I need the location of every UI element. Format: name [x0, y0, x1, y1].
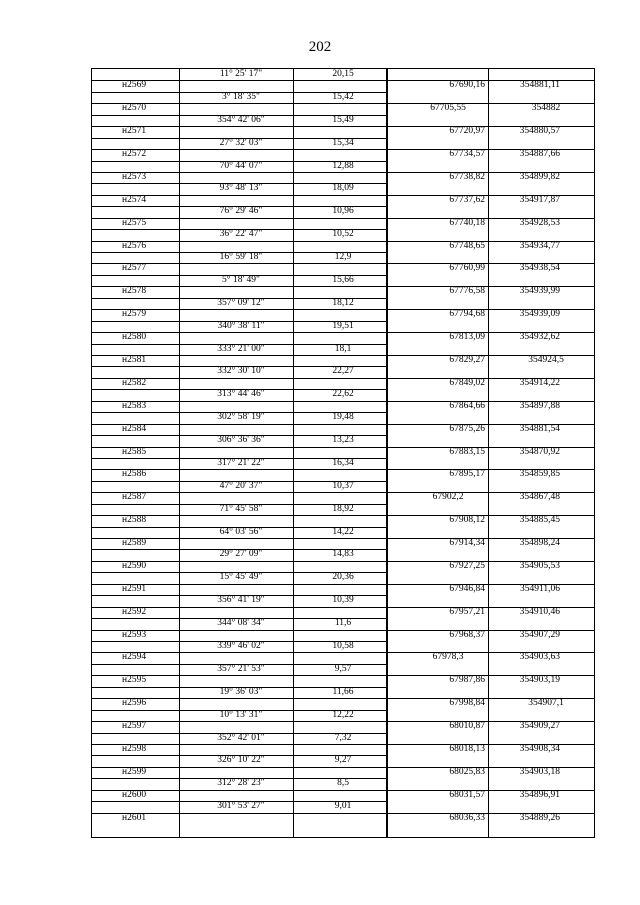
coordinate-x: 67957,21	[449, 606, 485, 617]
segment-row	[92, 344, 594, 355]
point-row	[92, 652, 594, 663]
point-row	[92, 126, 594, 137]
segment-row	[92, 321, 594, 332]
coordinate-y: 354870,92	[519, 446, 560, 457]
segment-row	[92, 435, 594, 446]
point-row	[92, 675, 594, 686]
point-name: н2595	[122, 675, 147, 686]
point-row	[92, 584, 594, 595]
segment-row	[92, 252, 594, 263]
coordinate-y: 354896,91	[519, 789, 560, 800]
point-name: н2581	[122, 355, 147, 365]
point-row	[92, 813, 594, 824]
direction-angle: 317° 21' 22"	[217, 457, 265, 468]
segment-length: 12,9	[334, 252, 352, 263]
point-name: н2579	[122, 309, 147, 320]
segment-row	[92, 298, 594, 309]
segment-length: 9,57	[334, 663, 352, 674]
segment-row	[92, 778, 594, 789]
point-name: н2592	[122, 606, 147, 617]
segment-length: 14,83	[332, 549, 354, 560]
segment-length: 15,42	[332, 91, 354, 102]
segment-row	[92, 572, 594, 583]
direction-angle: 15° 45' 49"	[219, 572, 263, 583]
coordinate-x: 67998,84	[449, 698, 485, 709]
coordinate-x: 67776,58	[449, 286, 485, 297]
segment-length: 18,12	[332, 297, 354, 308]
coordinate-x: 68031,57	[449, 789, 485, 800]
segment-row	[92, 504, 594, 515]
point-row	[92, 447, 594, 458]
coordinate-y: 354917,87	[519, 194, 560, 205]
segment-length: 15,34	[332, 137, 354, 148]
direction-angle: 339° 46' 02"	[217, 641, 265, 651]
point-name: н2577	[122, 263, 147, 274]
coordinate-x: 67968,37	[449, 629, 485, 640]
direction-angle: 333° 21' 00"	[217, 343, 265, 354]
segment-row	[92, 161, 594, 172]
segment-length: 19,51	[332, 320, 354, 331]
segment-length: 18,92	[332, 503, 354, 514]
segment-length: 12,88	[332, 160, 354, 171]
segment-row	[92, 275, 594, 286]
point-row	[92, 401, 594, 412]
direction-angle: 36° 22' 47"	[219, 229, 263, 240]
point-row	[92, 767, 594, 778]
coordinate-x: 67908,12	[449, 515, 485, 526]
point-name: н2596	[122, 698, 147, 709]
point-row	[92, 721, 594, 732]
coordinate-x: 68025,83	[449, 766, 485, 777]
segment-length: 11,66	[332, 686, 354, 697]
segment-length: 10,39	[332, 595, 354, 606]
segment-length: 18,09	[332, 183, 354, 194]
segment-length: 9,27	[334, 755, 352, 766]
coordinate-y: 354889,26	[519, 812, 560, 823]
direction-angle: 312° 28' 23"	[217, 778, 265, 789]
point-name: н2573	[122, 171, 147, 182]
point-name: н2597	[122, 721, 147, 732]
point-name: н2594	[122, 652, 147, 663]
coordinate-y: 354911,06	[519, 583, 560, 594]
direction-angle: 70° 44' 07"	[219, 160, 263, 171]
coordinate-x: 67895,17	[449, 469, 485, 480]
point-name: н2582	[122, 377, 147, 388]
coordinate-y: 354914,22	[519, 377, 560, 388]
segment-length: 13,23	[332, 435, 354, 446]
point-row	[92, 698, 594, 709]
point-row	[92, 607, 594, 618]
coordinate-x: 67738,82	[449, 171, 485, 182]
coordinate-y: 354897,88	[519, 400, 560, 411]
segment-length: 16,34	[332, 457, 354, 468]
point-row	[92, 492, 594, 503]
coordinate-y: 354939,09	[519, 309, 560, 320]
coordinate-x: 67705,55	[430, 103, 466, 114]
coordinate-x: 67737,62	[449, 194, 485, 205]
segment-length: 22,27	[332, 366, 354, 377]
direction-angle: 29° 27' 09"	[219, 549, 263, 560]
direction-angle: 71° 45' 58"	[219, 503, 263, 514]
segment-length: 20,15	[332, 69, 354, 79]
segment-row	[92, 69, 594, 80]
coordinate-x: 67794,68	[449, 309, 485, 320]
point-name: н2599	[122, 766, 147, 777]
segment-row	[92, 618, 594, 629]
segment-length: 8,5	[337, 778, 349, 789]
point-row	[92, 538, 594, 549]
segment-row	[92, 755, 594, 766]
point-name: н2601	[122, 812, 147, 823]
page-number: 202	[308, 39, 332, 55]
point-name: н2583	[122, 400, 147, 411]
direction-angle: 3° 18' 35"	[222, 91, 260, 102]
coordinate-x: 67883,15	[449, 446, 485, 457]
coordinate-y: 354924,5	[528, 355, 564, 365]
coordinate-y: 354882	[531, 103, 561, 114]
direction-angle: 301° 53' 27"	[217, 801, 265, 812]
point-name: н2574	[122, 194, 147, 205]
coordinate-x: 68036,33	[449, 812, 485, 823]
point-row	[92, 469, 594, 480]
segment-row	[92, 664, 594, 675]
segment-length: 10,52	[332, 229, 354, 240]
segment-row	[92, 92, 594, 103]
coordinate-y: 354880,57	[519, 126, 560, 137]
point-row	[92, 241, 594, 252]
coordinate-x: 67740,18	[449, 217, 485, 228]
point-row	[92, 790, 594, 801]
coordinate-y: 354859,85	[519, 469, 560, 480]
segment-row	[92, 229, 594, 240]
segment-length: 9,01	[334, 801, 352, 812]
point-name: н2593	[122, 629, 147, 640]
segment-length: 11,6	[334, 618, 352, 629]
direction-angle: 93° 48' 13"	[219, 183, 263, 194]
direction-angle: 19° 36' 03"	[219, 686, 263, 697]
direction-angle: 313° 44' 46"	[217, 389, 265, 400]
direction-angle: 27° 32' 03"	[219, 137, 263, 148]
coordinate-x: 67914,34	[449, 538, 485, 549]
coordinate-x: 67927,25	[449, 560, 485, 571]
coordinate-x: 67720,97	[449, 126, 485, 137]
segment-row	[92, 412, 594, 423]
direction-angle: 306° 36' 36"	[217, 435, 265, 446]
coordinate-x: 68010,87	[449, 721, 485, 732]
coordinate-x: 67946,84	[449, 583, 485, 594]
coordinate-y: 354881,11	[519, 80, 560, 91]
direction-angle: 11° 25' 17"	[219, 69, 263, 79]
segment-length: 15,66	[332, 274, 354, 285]
point-row	[92, 172, 594, 183]
coordinate-y: 354909,27	[519, 721, 560, 732]
coordinate-x: 67987,86	[449, 675, 485, 686]
coordinate-y: 354938,54	[519, 263, 560, 274]
point-row	[92, 195, 594, 206]
segment-length: 14,22	[332, 526, 354, 537]
coordinate-y: 354885,45	[519, 515, 560, 526]
segment-row	[92, 183, 594, 194]
point-row	[92, 355, 594, 366]
coordinate-y: 354934,77	[519, 240, 560, 251]
segment-length: 10,96	[332, 206, 354, 217]
direction-angle: 356° 41' 19"	[217, 595, 265, 606]
segment-row	[92, 595, 594, 606]
point-name: н2591	[122, 583, 147, 594]
direction-angle: 76° 29' 46"	[219, 206, 263, 217]
coordinates-table	[91, 68, 595, 838]
segment-row	[92, 527, 594, 538]
direction-angle: 10° 13' 31"	[219, 709, 263, 720]
point-name: н2585	[122, 446, 147, 457]
point-row	[92, 286, 594, 297]
point-name: н2569	[122, 80, 147, 91]
coordinate-y: 354903,18	[519, 766, 560, 777]
point-name: н2590	[122, 560, 147, 571]
coordinate-y: 354903,63	[519, 652, 560, 663]
point-row	[92, 378, 594, 389]
segment-length: 15,49	[332, 114, 354, 125]
direction-angle: 344° 08' 34"	[217, 618, 265, 629]
point-name: н2580	[122, 332, 147, 343]
direction-angle: 340° 38' 11"	[217, 320, 265, 331]
point-row	[92, 744, 594, 755]
direction-angle: 357° 09' 12"	[217, 297, 265, 308]
coordinate-y: 354867,48	[519, 492, 560, 503]
segment-row	[92, 733, 594, 744]
coordinate-y: 354907,29	[519, 629, 560, 640]
point-name: н2587	[122, 492, 147, 503]
segment-row	[92, 549, 594, 560]
point-name: н2598	[122, 743, 147, 754]
point-row	[92, 515, 594, 526]
segment-row	[92, 115, 594, 126]
point-row	[92, 561, 594, 572]
point-name: н2600	[122, 789, 147, 800]
point-row	[92, 80, 594, 91]
coordinate-x: 67690,16	[449, 80, 485, 91]
segment-length: 18,1	[334, 343, 352, 354]
direction-angle: 302° 58' 19"	[217, 412, 265, 423]
coordinate-x: 67978,3	[432, 652, 464, 663]
segment-row	[92, 710, 594, 721]
segment-row	[92, 389, 594, 400]
point-name: н2570	[122, 103, 147, 114]
direction-angle: 326° 10' 22"	[217, 755, 265, 766]
coordinate-y: 354905,53	[519, 560, 560, 571]
point-name: н2589	[122, 538, 147, 549]
point-name: н2571	[122, 126, 147, 137]
direction-angle: 64° 03' 56"	[219, 526, 263, 537]
segment-length: 10,37	[332, 480, 354, 491]
point-row	[92, 309, 594, 320]
segment-row	[92, 366, 594, 377]
point-row	[92, 630, 594, 641]
segment-length: 7,32	[334, 732, 352, 743]
coordinate-y: 354881,54	[519, 423, 560, 434]
point-row	[92, 332, 594, 343]
coordinate-x: 67760,99	[449, 263, 485, 274]
point-row	[92, 149, 594, 160]
segment-row	[92, 481, 594, 492]
direction-angle: 352° 42' 01"	[217, 732, 265, 743]
point-name: н2586	[122, 469, 147, 480]
segment-length: 20,36	[332, 572, 354, 583]
direction-angle: 332° 30' 10"	[217, 366, 265, 377]
coordinate-x: 67813,09	[449, 332, 485, 343]
point-name: н2588	[122, 515, 147, 526]
coordinate-x: 67902,2	[432, 492, 464, 503]
coordinate-y: 354932,62	[519, 332, 560, 343]
direction-angle: 354° 42' 06"	[217, 114, 265, 125]
segment-row	[92, 206, 594, 217]
coordinate-y: 354908,34	[519, 743, 560, 754]
coordinate-y: 354928,53	[519, 217, 560, 228]
direction-angle: 47° 20' 37"	[219, 480, 263, 491]
point-row	[92, 424, 594, 435]
coordinate-x: 67829,27	[449, 355, 485, 365]
coordinate-y: 354898,24	[519, 538, 560, 549]
direction-angle: 5° 18' 49"	[222, 274, 260, 285]
point-name: н2578	[122, 286, 147, 297]
point-name: н2572	[122, 149, 147, 160]
coordinate-x: 67748,65	[449, 240, 485, 251]
coordinate-y: 354939,99	[519, 286, 560, 297]
segment-length: 22,62	[332, 389, 354, 400]
coordinate-x: 68018,13	[449, 743, 485, 754]
point-row	[92, 218, 594, 229]
segment-row	[92, 458, 594, 469]
segment-length: 12,22	[332, 709, 354, 720]
point-row	[92, 103, 594, 114]
coordinate-y: 354910,46	[519, 606, 560, 617]
point-row	[92, 263, 594, 274]
coordinate-x: 67875,26	[449, 423, 485, 434]
coordinate-y: 354887,66	[519, 149, 560, 160]
segment-row	[92, 801, 594, 812]
segment-length: 19,48	[332, 412, 354, 423]
coordinate-x: 67864,66	[449, 400, 485, 411]
direction-angle: 16° 59' 18"	[219, 252, 263, 263]
point-name: н2584	[122, 423, 147, 434]
coordinate-y: 354907,1	[528, 698, 564, 709]
coordinate-x: 67849,02	[449, 377, 485, 388]
segment-row	[92, 138, 594, 149]
direction-angle: 357° 21' 53"	[217, 663, 265, 674]
segment-row	[92, 687, 594, 698]
coordinate-x: 67734,57	[449, 149, 485, 160]
coordinate-y: 354899,82	[519, 171, 560, 182]
coordinate-y: 354903,19	[519, 675, 560, 686]
segment-row	[92, 641, 594, 652]
segment-length: 10,58	[332, 641, 354, 651]
point-name: н2576	[122, 240, 147, 251]
point-name: н2575	[122, 217, 147, 228]
